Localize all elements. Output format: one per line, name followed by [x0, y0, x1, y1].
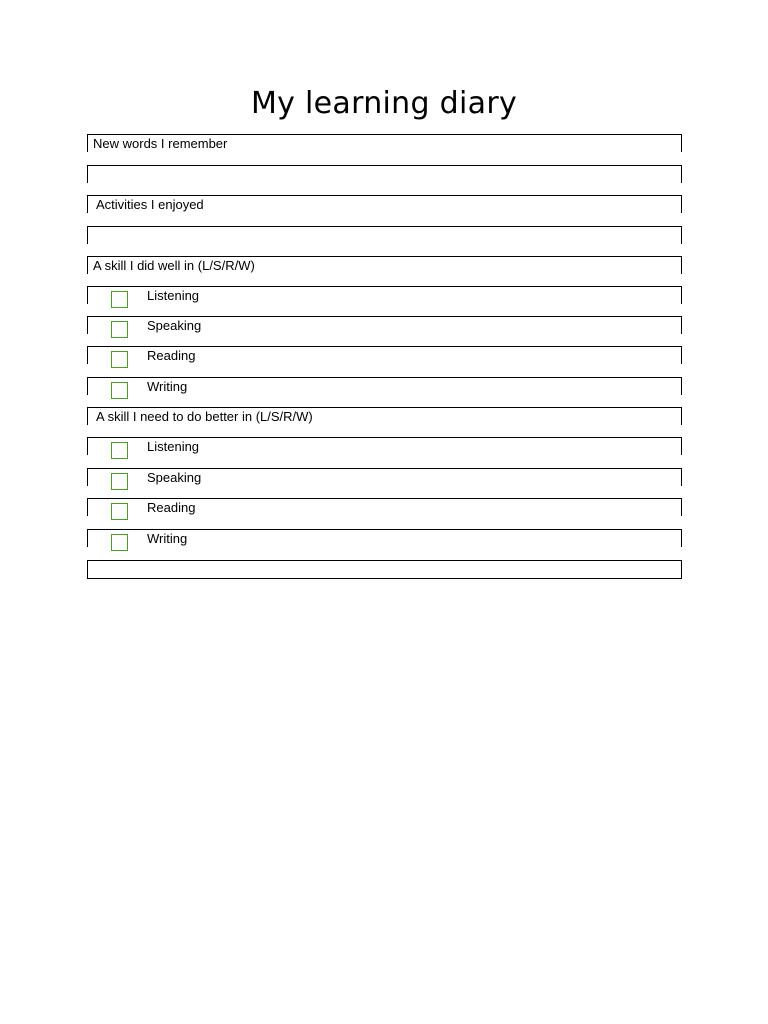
final-empty-row[interactable] — [87, 560, 682, 579]
do-better-listening-label: Listening — [147, 439, 200, 454]
do-better-writing-label: Writing — [147, 531, 188, 546]
did-well-option-speaking — [87, 316, 682, 334]
do-better-listening-checkbox[interactable] — [111, 442, 128, 459]
activities-header-row — [87, 195, 682, 213]
new-words-answer-row[interactable] — [87, 165, 682, 183]
did-well-speaking-checkbox[interactable] — [111, 321, 128, 338]
do-better-option-listening — [87, 437, 682, 455]
do-better-option-speaking — [87, 468, 682, 486]
do-better-reading-label: Reading — [147, 500, 196, 515]
do-better-writing-checkbox[interactable] — [111, 534, 128, 551]
do-better-speaking-label: Speaking — [147, 470, 202, 485]
did-well-option-listening — [87, 286, 682, 304]
do-better-reading-checkbox[interactable] — [111, 503, 128, 520]
do-better-option-reading — [87, 498, 682, 516]
do-better-speaking-checkbox[interactable] — [111, 473, 128, 490]
activities-label: Activities I enjoyed — [96, 197, 204, 212]
did-well-reading-checkbox[interactable] — [111, 351, 128, 368]
did-well-listening-label: Listening — [147, 288, 200, 303]
did-well-writing-checkbox[interactable] — [111, 382, 128, 399]
new-words-header-row — [87, 134, 682, 152]
did-well-writing-label: Writing — [147, 379, 188, 394]
page-title: My learning diary — [250, 86, 518, 121]
new-words-label: New words I remember — [93, 136, 228, 151]
did-well-header-row — [87, 256, 682, 274]
do-better-label: A skill I need to do better in (L/S/R/W) — [96, 409, 313, 424]
did-well-option-writing — [87, 377, 682, 395]
did-well-speaking-label: Speaking — [147, 318, 202, 333]
activities-answer-row[interactable] — [87, 226, 682, 244]
do-better-option-writing — [87, 529, 682, 547]
did-well-listening-checkbox[interactable] — [111, 291, 128, 308]
did-well-reading-label: Reading — [147, 348, 196, 363]
did-well-option-reading — [87, 346, 682, 364]
do-better-header-row — [87, 407, 682, 425]
did-well-label: A skill I did well in (L/S/R/W) — [93, 258, 255, 273]
